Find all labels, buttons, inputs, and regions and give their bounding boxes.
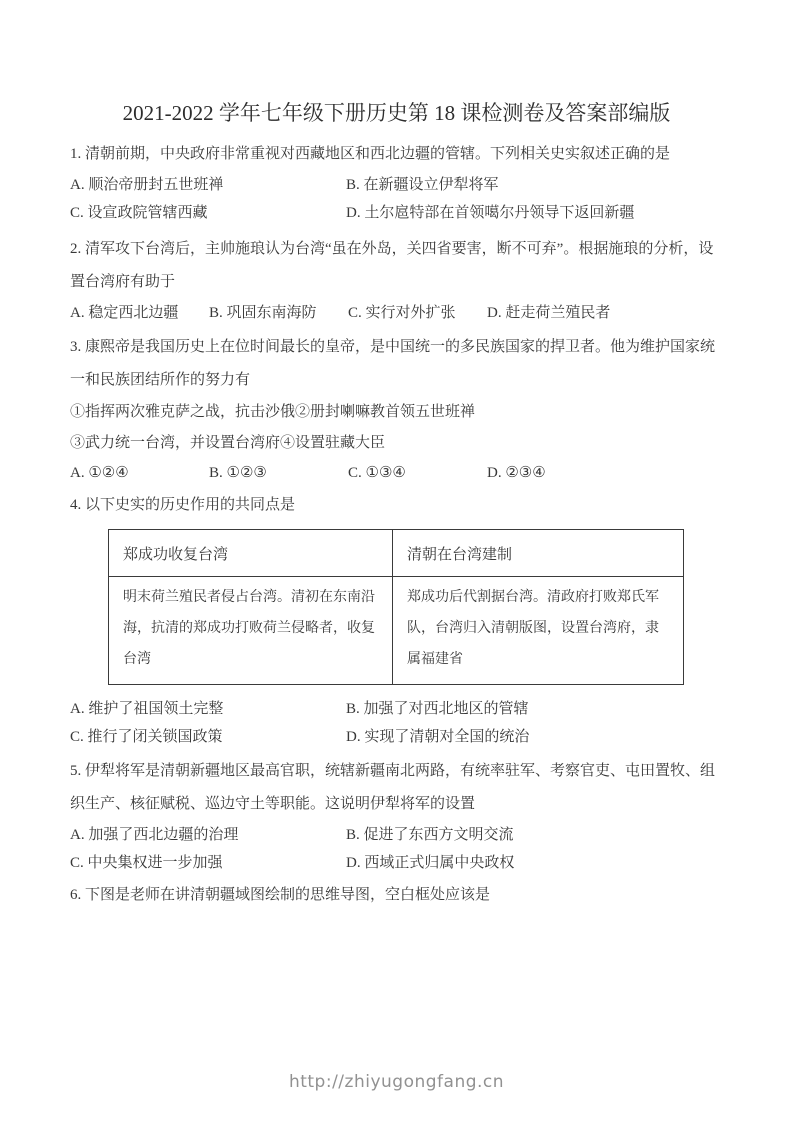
question-1	[70, 138, 723, 227]
question-2	[70, 233, 723, 327]
question-2-stem: 2. 清军攻下台湾后，主帅施琅认为台湾“虽在外岛，关四省要害，断不可弃”。根据施琅的分析，设置台湾府有助于	[70, 241, 714, 290]
question-4-stem: 4. 以下史实的历史作用的共同点是	[70, 497, 296, 513]
question-1-option-d: D. 土尔扈特部在首领噶尔丹领导下返回新疆	[346, 205, 635, 221]
question-6	[70, 879, 723, 912]
question-3	[70, 331, 723, 487]
table-header-row	[109, 530, 684, 577]
question-4-option-a: A. 维护了祖国领土完整	[70, 701, 224, 717]
question-1-option-c: C. 设宣政院管辖西藏	[70, 205, 208, 221]
question-4	[70, 489, 723, 751]
question-5-option-a: A. 加强了西北边疆的治理	[70, 827, 239, 843]
question-5-options	[70, 821, 723, 877]
question-3-stem: 3. 康熙帝是我国历史上在位时间最长的皇帝，是中国统一的多民族国家的捍卫者。他为维护国家统一和民族团结所作的努力有	[70, 339, 716, 388]
question-2-option-d: D. 赶走荷兰殖民者	[487, 305, 611, 321]
question-4-option-c: C. 推行了闭关锁国政策	[70, 729, 223, 745]
table-header-cell-right: 清朝在台湾建制	[393, 530, 684, 577]
question-3-items-1-2: ①指挥两次雅克萨之战，抗击沙俄②册封喇嘛教首领五世班禅	[70, 404, 476, 420]
question-5	[70, 755, 723, 877]
question-6-stem: 6. 下图是老师在讲清朝疆域图绘制的思维导图，空白框处应该是	[70, 887, 491, 903]
question-5-stem: 5. 伊犁将军是清朝新疆地区最高官职，统辖新疆南北两路，有统率驻军、考察官吏、屯田置牧、组织生产、核征赋税、巡边守土等职能。这说明伊犁将军的设置	[70, 763, 716, 812]
question-1-option-a: A. 顺治帝册封五世班禅	[70, 177, 224, 193]
question-4-option-d: D. 实现了清朝对全国的统治	[346, 729, 530, 745]
question-4-options	[70, 695, 723, 751]
question-3-option-b: B. ①②③	[209, 465, 267, 481]
question-1-stem: 1. 清朝前期，中央政府非常重视对西藏地区和西北边疆的管辖。下列相关史实叙述正确的是	[70, 146, 671, 162]
footer-url: http://zhiyugongfang.cn	[288, 1072, 505, 1092]
question-2-option-b: B. 巩固东南海防	[209, 305, 317, 321]
question-3-option-d: D. ②③④	[487, 465, 546, 481]
table-row	[109, 577, 684, 685]
question-1-option-b: B. 在新疆设立伊犁将军	[346, 177, 499, 193]
question-5-option-b: B. 促进了东西方文明交流	[346, 827, 514, 843]
question-3-items-3-4: ③武力统一台湾，并设置台湾府④设置驻藏大臣	[70, 435, 386, 451]
table-body-cell-left: 明末荷兰殖民者侵占台湾。清初在东南沿海，抗清的郑成功打败荷兰侵略者，收复台湾	[109, 577, 393, 685]
page-title: 2021-2022 学年七年级下册历史第 18 课检测卷及答案部编版	[122, 101, 671, 125]
question-5-option-c: C. 中央集权进一步加强	[70, 855, 223, 871]
question-2-options	[70, 299, 723, 327]
table-body-cell-right: 郑成功后代割据台湾。清政府打败郑氏军队，台湾归入清朝版图，设置台湾府，隶属福建省	[393, 577, 684, 685]
question-5-option-d: D. 西域正式归属中央政权	[346, 855, 515, 871]
question-2-option-c: C. 实行对外扩张	[348, 305, 456, 321]
table-header-cell-left: 郑成功收复台湾	[109, 530, 393, 577]
question-3-option-a: A. ①②④	[70, 465, 129, 481]
question-4-option-b: B. 加强了对西北地区的管辖	[346, 701, 529, 717]
question-1-options	[70, 171, 723, 227]
question-2-option-a: A. 稳定西北边疆	[70, 305, 179, 321]
question-3-option-c: C. ①③④	[348, 465, 406, 481]
question-3-options	[70, 459, 723, 487]
comparison-table	[108, 529, 684, 685]
